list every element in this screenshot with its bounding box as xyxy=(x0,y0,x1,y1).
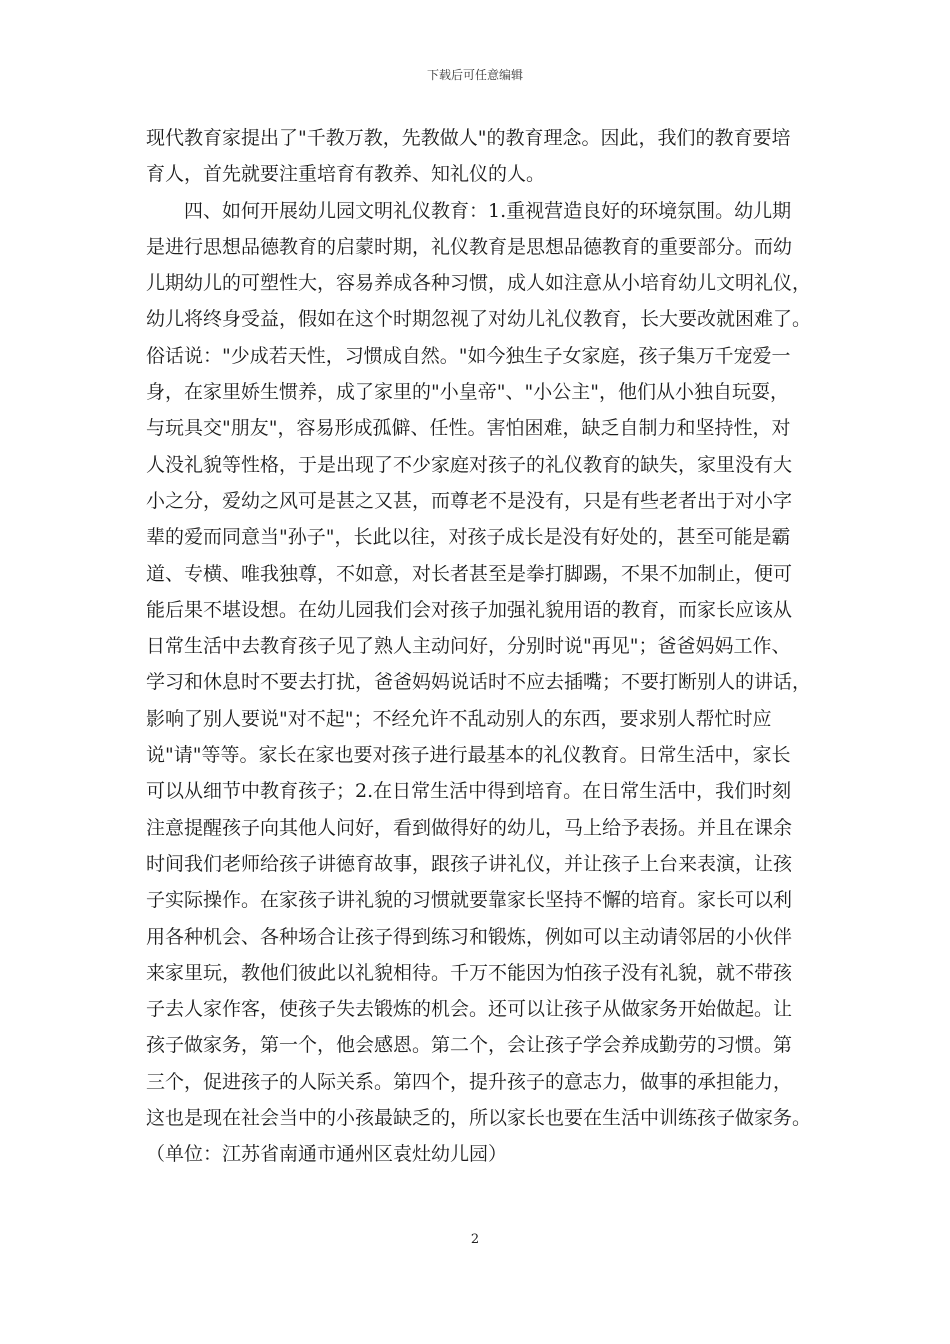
text-line: 子实际操作。在家孩子讲礼貌的习惯就要靠家长坚持不懈的培育。家长可以利 xyxy=(146,889,793,912)
body-text xyxy=(146,120,826,1173)
text-line: 这也是现在社会当中的小孩最缺乏的，所以家长也要在生活中训练孩子做家务。 xyxy=(146,1107,812,1130)
text-line: 注意提醒孩子向其他人问好，看到做得好的幼儿，马上给予表扬。并且在课余 xyxy=(146,816,793,839)
text-line: 学习和休息时不要去打扰，爸爸妈妈说话时不应去插嘴；不要打断别人的讲话， xyxy=(146,671,812,694)
text-line: 身，在家里娇生惯养，成了家里的"小皇帝"、"小公主"，他们从小独自玩耍， xyxy=(146,381,789,404)
text-line: 辈的爱而同意当"孙子"，长此以往，对孩子成长是没有好处的，甚至可能是霸 xyxy=(146,526,791,549)
text-line: 来家里玩，教他们彼此以礼貌相待。千万不能因为怕孩子没有礼貌，就不带孩 xyxy=(146,961,793,984)
text-line: 道、专横、唯我独尊，不如意，对长者甚至是拳打脚踢，不果不加制止，便可 xyxy=(146,562,793,585)
text-line: 儿期幼儿的可塑性大，容易养成各种习惯，成人如注意从小培育幼儿文明礼仪， xyxy=(146,272,812,295)
affiliation-line: （单位：江苏省南通市通州区袁灶幼儿园） xyxy=(146,1143,508,1166)
text-line: 小之分，爱幼之风可是甚之又甚，而尊老不是没有，只是有些老者出于对小字 xyxy=(146,489,793,512)
text-line: 幼儿将终身受益，假如在这个时期忽视了对幼儿礼仪教育，长大要改就困难了。 xyxy=(146,308,812,331)
page-number: 2 xyxy=(470,1232,480,1247)
text-line: 与玩具交"朋友"，容易形成孤僻、任性。害怕困难，缺乏自制力和坚持性，对 xyxy=(146,417,791,440)
text-line: 可以从细节中教育孩子；2.在日常生活中得到培育。在日常生活中，我们时刻 xyxy=(146,780,792,803)
text-line: 四、如何开展幼儿园文明礼仪教育：1.重视营造良好的环境氛围。幼儿期 xyxy=(184,199,792,222)
text-line: 三个，促进孩子的人际关系。第四个，提升孩子的意志力，做事的承担能力， xyxy=(146,1070,793,1093)
text-line: 说"请"等等。家长在家也要对孩子进行最基本的礼仪教育。日常生活中，家长 xyxy=(146,744,791,767)
page-header: 下载后可任意编辑 xyxy=(426,68,523,82)
text-line: 子去人家作客，使孩子失去锻炼的机会。还可以让孩子从做家务开始做起。让 xyxy=(146,998,793,1021)
text-line: 时间我们老师给孩子讲德育故事，跟孩子讲礼仪，并让孩子上台来表演，让孩 xyxy=(146,852,793,875)
text-line: 育人，首先就要注重培育有教养、知礼仪的人。 xyxy=(146,163,546,186)
text-line: 人没礼貌等性格，于是出现了不少家庭对孩子的礼仪教育的缺失，家里没有大 xyxy=(146,453,793,476)
text-line: 能后果不堪设想。在幼儿园我们会对孩子加强礼貌用语的教育，而家长应该从 xyxy=(146,598,793,621)
text-line: 用各种机会、各种场合让孩子得到练习和锻炼，例如可以主动请邻居的小伙伴 xyxy=(146,925,793,948)
text-line: 孩子做家务，第一个，他会感恩。第二个，会让孩子学会养成勤劳的习惯。第 xyxy=(146,1034,793,1057)
text-line: 现代教育家提出了"千教万教，先教做人"的教育理念。因此，我们的教育要培 xyxy=(146,127,791,149)
text-line: 影响了别人要说"对不起"；不经允许不乱动别人的东西，要求别人帮忙时应 xyxy=(146,707,772,730)
text-line: 俗话说："少成若天性，习惯成自然。"如今独生子女家庭，孩子集万千宠爱一 xyxy=(146,344,791,367)
text-line: 是进行思想品德教育的启蒙时期，礼仪教育是思想品德教育的重要部分。而幼 xyxy=(146,235,793,258)
text-line: 日常生活中去教育孩子见了熟人主动问好，分别时说"再见"；爸爸妈妈工作、 xyxy=(146,635,791,658)
